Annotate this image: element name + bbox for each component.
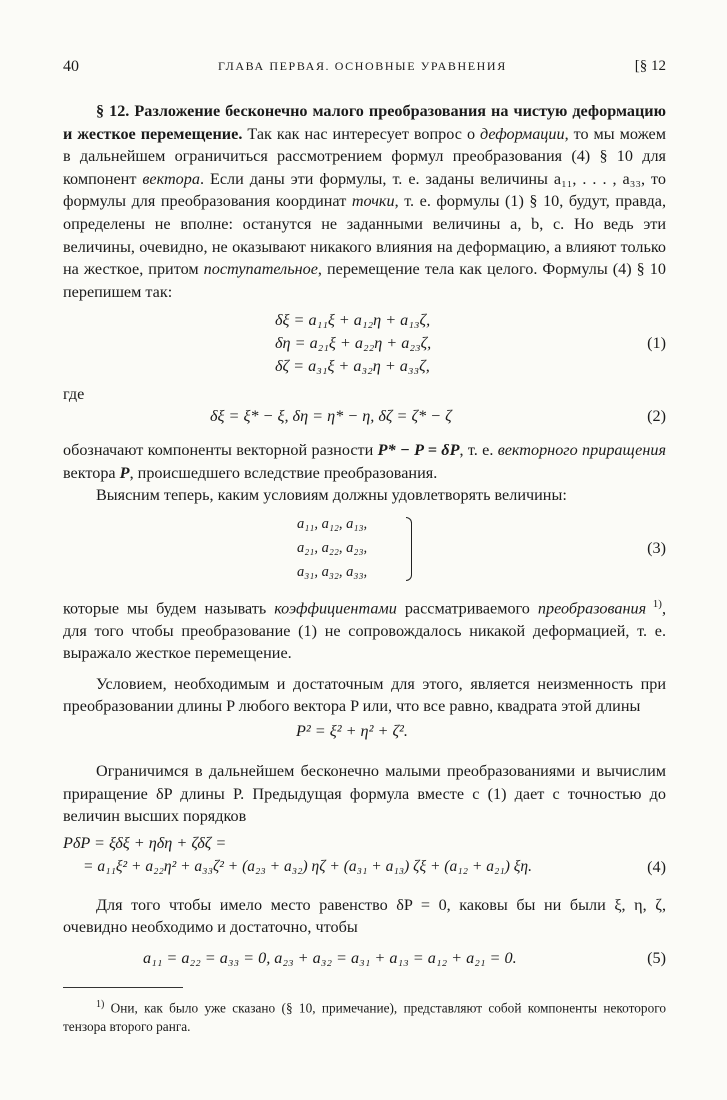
page <box>63 58 666 1036</box>
running-title: ГЛАВА ПЕРВАЯ. ОСНОВНЫЕ УРАВНЕНИЯ <box>218 59 507 73</box>
paragraph-invariance: Условием, необходимым и достаточным для этого, является неизменность при преобразовании длины P любого вектора P или, что все равно, квадрата этой длины <box>63 674 666 716</box>
paragraph-intro: § 12. Разложение бесконечно малого преобразования на чистую деформацию и жесткое перемещение. Так как нас интересует вопрос о деформации, то мы можем в дальнейшем ограничиться рассмотрением формул преобразования (4) § 10 для компонент вектора. Если даны эти формулы, т. е. заданы величины a₁₁, . . . , a₃₃, то формулы для преобразования координат точки, т. е. формулы (1) § 10, будут, правда, определены не вполне: останутся не заданными величины a, b, c. Но ведь эти величины, очевидно, не оказывают никакого влияния на деформацию, а влияют только на жесткое, притом поступательное, перемещение тела как целого. Формулы (4) § 10 перепишем так: <box>63 102 666 301</box>
section-marker: [§ 12 <box>634 58 666 74</box>
footnote: $^{1)}$ Они, как было уже сказано (§ 10, примечание), представляют собой компоненты некоторого тензора второго ранга. <box>63 999 666 1035</box>
brace <box>406 517 412 581</box>
equation-number: (4) <box>647 857 666 876</box>
paragraph-vector-difference: обозначают компоненты векторной разности P* − P = δP, т. е. векторного приращения вектора P, происшедшего вследствие преобразования. <box>63 440 666 482</box>
equation-1: δξ = a₁₁ξ + a₁₂η + a₁₃ζ, δη = a₂₁ξ + a₂₂η + a₂₃ζ, δζ = a₃₁ξ + a₃₂η + a₃₃ζ, (1) <box>275 311 666 376</box>
equation-3: a₁₁, a₁₂, a₁₃, a₂₁, a₂₂, a₂₃, a₃₁, a₃₂, a₃₃, (3) <box>297 515 666 580</box>
equation-2: δξ = ξ* − ξ, δη = η* − η, δζ = ζ* − ζ (2) <box>63 405 666 429</box>
paragraph-infinitesimal: Ограничимся в дальнейшем бесконечно малыми преобразованиями и вычислим приращение δP длины P. Предыдущая формула вместе с (1) дает с точностью до величин высших порядков <box>63 762 666 826</box>
equation-number: (5) <box>647 949 666 968</box>
equation-number: (3) <box>647 538 666 557</box>
section-heading: § 12. Разложение бесконечно малого преобразования на чистую деформацию и жесткое перемещение. <box>63 102 666 143</box>
equation-4: PδP = ξδξ + ηδη + ζδζ = = a₁₁ξ² + a₂₂η² + a₃₃ζ² + (a₂₃ + a₃₂) ηζ + (a₃₁ + a₁₃) ζξ + (a₁₂ + a₂₁) ξη. (4) <box>63 832 666 882</box>
paragraph-condition-zero: Для того чтобы имело место равенство δP = 0, каковы бы ни были ξ, η, ζ, очевидно необходимо и достаточно, чтобы <box>63 895 666 937</box>
footnote-separator <box>63 981 666 995</box>
equation-p-squared: P² = ξ² + η² + ζ². <box>296 722 408 741</box>
equation-number: (1) <box>647 334 666 353</box>
page-header <box>63 58 666 82</box>
paragraph-coefficients: которые мы будем называть коэффициентами рассматриваемого преобразования $^{1)}$, для того чтобы преобразование (1) не сопровождалось никакой деформацией, т. е. выражало жесткое перемещение. <box>63 597 667 663</box>
where-text: где <box>63 385 85 404</box>
paragraph-conditions: Выясним теперь, каким условиям должны удовлетворять величины: <box>96 486 567 505</box>
footnote-ref: 1) <box>646 597 662 610</box>
equation-number: (2) <box>647 406 666 425</box>
page-number: 40 <box>63 58 79 75</box>
equation-5: a₁₁ = a₂₂ = a₃₃ = 0, a₂₃ + a₃₂ = a₃₁ + a₁₃ = a₁₂ + a₂₁ = 0. (5) <box>63 947 666 973</box>
